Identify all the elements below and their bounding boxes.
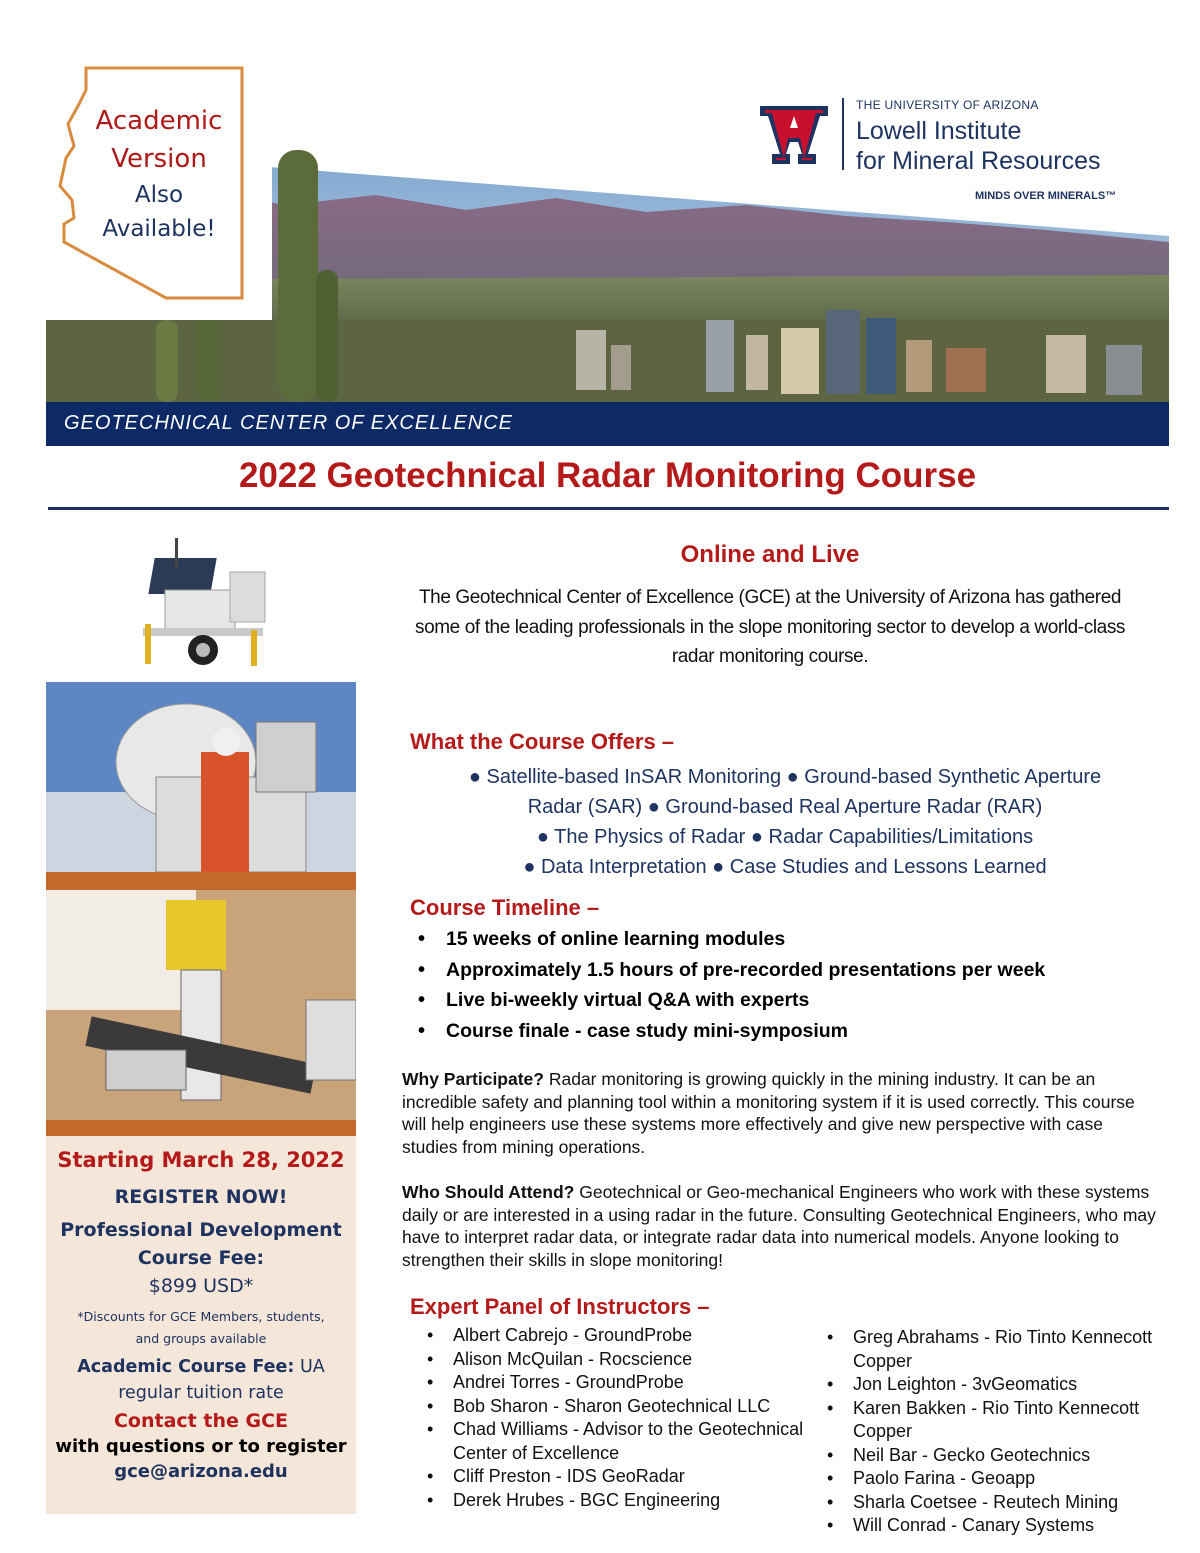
registration-sidebar — [46, 1136, 356, 1514]
discount-line-1: *Discounts for GCE Members, students, — [77, 1309, 325, 1324]
register-now[interactable]: REGISTER NOW! — [114, 1186, 288, 1208]
who-label: Who Should Attend? — [402, 1182, 575, 1202]
offers-heading: What the Course Offers – — [410, 729, 675, 754]
logo-university: THE UNIVERSITY OF ARIZONA — [856, 98, 1039, 112]
academic-fee-text-1: UA — [294, 1357, 325, 1377]
logo-tagline: MINDS OVER MINERALS™ — [975, 190, 1117, 202]
discount-line-2: and groups available — [135, 1331, 267, 1346]
gce-banner-label: GEOTECHNICAL CENTER OF EXCELLENCE — [64, 412, 514, 434]
badge-line-2: Version — [111, 144, 207, 174]
photo-divider-2 — [46, 1120, 356, 1136]
who-text: Geotechnical or Geo-mechanical Engineers who work with these systems daily or are interested in a using radar in the future. Consulting Geotechnical Engineers, who may have to interpret radar data, or integrate radar data into numerical models. Anyone looking to strengthen their skills in slope monitoring! — [402, 1182, 1156, 1270]
why-participate — [402, 1068, 1162, 1158]
instructor-item: • Greg Abrahams - Rio Tinto Kennecott Copper — [827, 1326, 1167, 1373]
contact-email-link[interactable]: gce@arizona.edu — [114, 1461, 288, 1482]
prof-fee-label — [46, 1216, 356, 1272]
course-fee: $899 USD* — [148, 1275, 254, 1297]
academic-fee — [46, 1354, 356, 1406]
panel-heading: Expert Panel of Instructors – — [410, 1294, 710, 1319]
timeline-heading: Course Timeline – — [410, 895, 600, 920]
instructor-item: • Sharla Coetsee - Reutech Mining — [827, 1491, 1167, 1515]
badge-line-1: Academic — [95, 106, 223, 136]
timeline-list — [418, 924, 1138, 1046]
university-logo — [760, 90, 1160, 210]
prof-fee-line-2: Course Fee: — [137, 1247, 265, 1269]
contact-questions: with questions or to register — [55, 1436, 347, 1457]
offers-list — [400, 762, 1170, 882]
instructor-item: • Jon Leighton - 3vGeomatics — [827, 1373, 1167, 1397]
academic-fee-label: Academic Course Fee: — [77, 1357, 295, 1377]
gce-banner-bar — [46, 402, 1169, 446]
instructor-item: • Karen Bakken - Rio Tinto Kennecott Copper — [827, 1397, 1167, 1444]
badge-line-3: Also — [134, 182, 184, 208]
who-should-attend — [402, 1181, 1162, 1271]
timeline-item: • 15 weeks of online learning modules — [418, 924, 1138, 955]
timeline-item: • Approximately 1.5 hours of pre-recorded presentations per week — [418, 955, 1138, 986]
radar-trailer-image — [135, 528, 285, 678]
instructor-item: • Derek Hrubes - BGC Engineering — [427, 1489, 817, 1513]
instructor-item: • Neil Bar - Gecko Geotechnics — [827, 1444, 1167, 1468]
logo-divider — [842, 98, 844, 170]
academic-fee-text-2: regular tuition rate — [118, 1383, 284, 1403]
instructor-item: • Albert Cabrejo - GroundProbe — [427, 1324, 817, 1348]
logo-name — [856, 116, 1101, 176]
page-title: 2022 Geotechnical Radar Monitoring Course — [238, 456, 977, 495]
offers-row: ● The Physics of Radar ● Radar Capabilities/Limitations — [536, 826, 1034, 848]
start-date: Starting March 28, 2022 — [57, 1148, 345, 1172]
instructor-item: • Chad Williams - Advisor to the Geotechnical Center of Excellence — [427, 1418, 817, 1465]
discount-note — [46, 1306, 356, 1350]
badge-line-4: Available! — [102, 216, 216, 242]
intro-paragraph: The Geotechnical Center of Excellence (GCE) at the University of Arizona has gathered some of the leading professionals in the slope monitoring sector to develop a world-class radar monitoring course. — [414, 587, 1126, 667]
instructor-item: • Bob Sharon - Sharon Geotechnical LLC — [427, 1395, 817, 1419]
instructor-item: • Andrei Torres - GroundProbe — [427, 1371, 817, 1395]
radar-equipment-photo — [46, 890, 356, 1120]
instructor-item: • Will Conrad - Canary Systems — [827, 1514, 1167, 1538]
offers-row: ● Satellite-based InSAR Monitoring ● Ground-based Synthetic Aperture — [468, 766, 1102, 788]
logo-name-line-2: for Mineral Resources — [856, 147, 1101, 175]
instructors-column-1 — [427, 1324, 817, 1512]
instructor-item: • Alison McQuilan - Rocscience — [427, 1348, 817, 1372]
photo-divider — [46, 872, 356, 890]
instructor-item: • Cliff Preston - IDS GeoRadar — [427, 1465, 817, 1489]
academic-version-badge — [46, 50, 272, 320]
why-text: Radar monitoring is growing quickly in the mining industry. It can be an incredible safety and planning tool within a monitoring system if it is used correctly. This course will help engineers use these systems more effectively and give new perspective with case studies from mining operations. — [402, 1069, 1135, 1157]
contact-gce: Contact the GCE — [113, 1410, 288, 1432]
online-live-heading: Online and Live — [680, 541, 860, 568]
radar-technician-photo — [46, 682, 356, 872]
timeline-item: • Live bi-weekly virtual Q&A with experts — [418, 985, 1138, 1016]
timeline-item: • Course finale - case study mini-symposium — [418, 1016, 1138, 1047]
title-divider — [48, 507, 1169, 510]
logo-name-line-1: Lowell Institute — [856, 117, 1022, 145]
arizona-a-icon — [760, 98, 828, 164]
instructors-column-2 — [827, 1326, 1167, 1538]
instructor-item: • Paolo Farina - Geoapp — [827, 1467, 1167, 1491]
offers-row: ● Data Interpretation ● Case Studies and Lessons Learned — [523, 856, 1047, 878]
prof-fee-line-1: Professional Development — [60, 1219, 342, 1241]
offers-row: Radar (SAR) ● Ground-based Real Aperture Radar (RAR) — [527, 796, 1043, 818]
why-label: Why Participate? — [402, 1069, 544, 1089]
